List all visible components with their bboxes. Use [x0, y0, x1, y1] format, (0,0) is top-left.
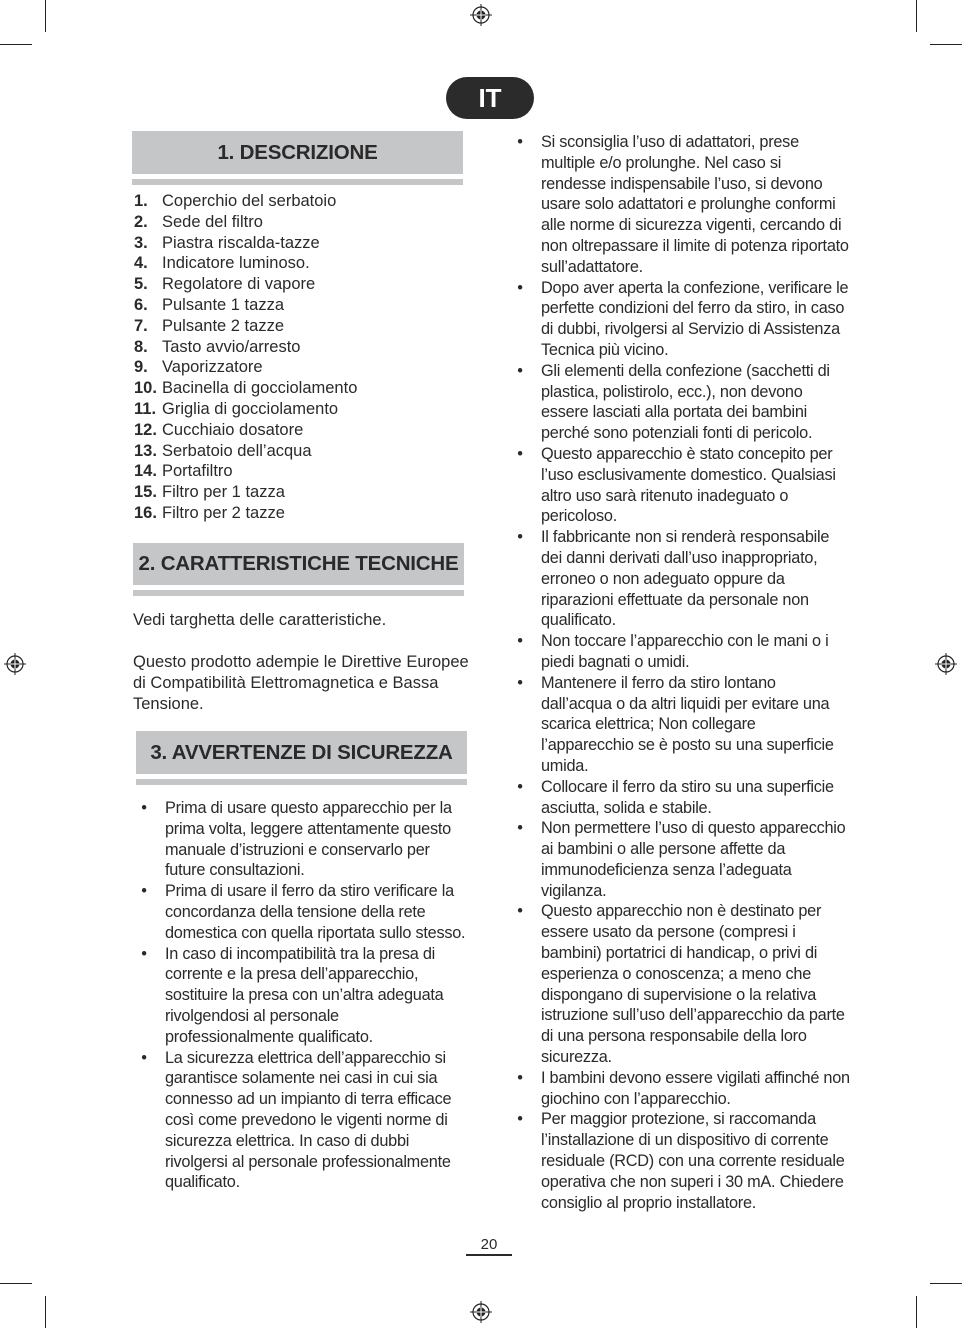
bullet-text: I bambini devono essere vigilati affinché non giochino con l’apparecchio. [541, 1068, 850, 1108]
item-label: Cucchiaio dosatore [162, 420, 304, 439]
bullet-icon: • [517, 1068, 523, 1087]
item-number: 1. [134, 192, 148, 210]
bullet-item [137, 1048, 470, 1194]
safety-list-left [137, 798, 470, 1193]
bullet-icon: • [517, 902, 523, 921]
registration-mark-icon [470, 4, 492, 26]
bullet-item [513, 132, 850, 278]
bullet-text: Collocare il ferro da stiro su una superficie asciutta, solida e stabile. [541, 777, 834, 817]
safety-list-right [513, 132, 850, 1213]
specs-paragraph: Vedi targhetta delle caratteristiche. [133, 611, 387, 629]
bullet-icon: • [141, 1048, 147, 1067]
bullet-text: In caso di incompatibilità tra la presa di corrente e la presa dell’apparecchio, sostituire la presa con un’altra adeguata rivolgendosi al personale professionalmente qualificato. [165, 944, 444, 1046]
bullet-icon: • [517, 819, 523, 838]
item-label: Sede del filtro [162, 212, 263, 231]
bullet-text: Prima di usare questo apparecchio per la prima volta, leggere attentamente questo manuale d’istruzioni e conservarlo per future consultazioni. [165, 799, 452, 880]
list-item [134, 503, 357, 524]
compliance-paragraph: Questo prodotto adempie le Direttive Europee di Compatibilità Elettromagnetica e Bassa Tensione. [133, 653, 469, 713]
bullet-item [513, 278, 850, 361]
bullet-item [137, 881, 470, 943]
item-number: 7. [134, 316, 148, 335]
bullet-item [513, 1109, 850, 1213]
list-item [134, 212, 357, 233]
item-number: 5. [134, 275, 148, 294]
item-label: Bacinella di gocciolamento [162, 379, 358, 398]
crop-mark [916, 0, 917, 32]
bullet-text: Non toccare l’apparecchio con le mani o i piedi bagnati o umidi. [541, 632, 829, 671]
crop-mark [45, 0, 46, 32]
bullet-text: Non permettere l’uso di questo apparecchio ai bambini o alle persone affette da immunodeficienza senza l’adeguata vigilanza. [541, 819, 846, 900]
item-label: Serbatoio dell’acqua [162, 441, 312, 460]
bullet-icon: • [517, 777, 523, 796]
bullet-text: Il fabbricante non si renderà responsabile dei danni derivati dall’uso inappropriato, erroneo o non adeguato oppure da riparazioni effettuate da personale non qualificato. [541, 528, 830, 630]
item-label: Filtro per 1 tazza [162, 483, 285, 502]
item-label: Regolatore di vapore [162, 275, 316, 294]
bullet-item [513, 361, 850, 444]
registration-mark-icon [4, 653, 26, 675]
page-number: 20 [480, 1236, 498, 1253]
registration-mark-icon [935, 653, 957, 675]
list-item [134, 295, 357, 316]
bullet-icon: • [517, 632, 523, 651]
item-label: Piastra riscalda-tazze [162, 233, 320, 252]
bullet-icon: • [517, 673, 523, 692]
bullet-item [513, 818, 850, 901]
bullet-item [137, 944, 470, 1048]
section-title-safety: 3. AVVERTENZE DI SICUREZZA [136, 731, 467, 774]
crop-mark [45, 1296, 46, 1328]
bullet-text: Mantenere il ferro da stiro lontano dall’acqua o da altri liquidi per evitare una scarica elettrica; Non collegare l’apparecchio se è posto su una superficie umida. [541, 673, 834, 775]
item-number: 12. [134, 420, 157, 439]
item-number: 10. [134, 379, 157, 398]
bullet-item [513, 527, 850, 631]
item-number: 4. [134, 254, 148, 273]
item-number: 8. [134, 337, 148, 356]
bullet-item [513, 444, 850, 527]
item-label: Pulsante 2 tazze [162, 316, 284, 335]
bullet-item [513, 631, 850, 673]
bullet-item [137, 798, 470, 881]
item-number: 2. [134, 212, 148, 231]
list-item [134, 191, 357, 212]
bullet-item [513, 901, 850, 1067]
bullet-text: Gli elementi della confezione (sacchetti di plastica, polistirolo, ecc.), non devono essere lasciati alla portata dei bambini perché sono potenziali fonti di pericolo. [541, 361, 830, 443]
item-label: Griglia di gocciolamento [162, 399, 339, 418]
bullet-icon: • [517, 444, 523, 463]
crop-mark [930, 1283, 962, 1284]
bullet-icon: • [141, 944, 147, 963]
item-label: Portafiltro [162, 462, 233, 481]
crop-mark [916, 1296, 917, 1328]
bullet-icon: • [517, 133, 523, 151]
section-divider [136, 779, 467, 785]
bullet-text: Questo apparecchio non è destinato per essere usato da persone (compresi i bambini) portatrici di handicap, o privi di esperienza o conoscenza; a meno che dispongano di supervisione o la relativa istruzione sull’uso dell’apparecchio da parte di una persona responsabile della loro sicurezza. [541, 902, 845, 1067]
page-number-underline [466, 1254, 512, 1256]
bullet-text: Si sconsiglia l’uso di adattatori, prese multiple e/o prolunghe. Nel caso si rendesse indispensabile l’uso, si devono usare solo adattatori e prolunghe conformi alle norme di sicurezza vigenti, cercando di non oltrepassare il limite di potenza riportato sull’adattatore. [541, 133, 849, 276]
list-item [134, 461, 357, 482]
item-number: 9. [134, 358, 148, 377]
list-item [134, 274, 357, 295]
item-number: 14. [134, 462, 157, 481]
list-item [134, 482, 357, 503]
item-label: Pulsante 1 tazza [162, 295, 284, 314]
language-badge: IT [446, 77, 534, 119]
bullet-icon: • [517, 1110, 523, 1129]
bullet-text: Prima di usare il ferro da stiro verificare la concordanza della tensione della rete domestica con quella riportata sullo stesso. [165, 882, 466, 942]
bullet-icon: • [517, 528, 523, 547]
item-number: 6. [134, 295, 148, 314]
item-label: Tasto avvio/arresto [162, 337, 301, 356]
bullet-item [513, 1068, 850, 1110]
bullet-item [513, 777, 850, 819]
item-number: 3. [134, 233, 148, 252]
list-item [134, 441, 357, 462]
crop-mark [0, 44, 32, 45]
section-title-description: 1. DESCRIZIONE [132, 131, 463, 174]
section-divider [133, 590, 464, 596]
bullet-icon: • [141, 882, 147, 901]
item-label: Filtro per 2 tazze [162, 503, 285, 522]
item-number: 11. [134, 399, 157, 418]
list-item [134, 399, 357, 420]
crop-mark [930, 44, 962, 45]
item-label: Vaporizzatore [162, 358, 263, 377]
description-list [134, 191, 357, 524]
item-number: 16. [134, 503, 157, 522]
list-item [134, 378, 357, 399]
list-item [134, 316, 357, 337]
item-label: Indicatore luminoso. [162, 254, 310, 273]
item-label: Coperchio del serbatoio [162, 192, 337, 210]
list-item [134, 420, 357, 441]
section-title-specs: 2. CARATTERISTICHE TECNICHE [133, 543, 464, 585]
list-item [134, 337, 357, 358]
list-item [134, 357, 357, 378]
bullet-text: Dopo aver aperta la confezione, verificare le perfette condizioni del ferro da stiro, in caso di dubbi, rivolgersi al Servizio di Assistenza Tecnica più vicino. [541, 278, 849, 359]
crop-mark [0, 1283, 32, 1284]
list-item [134, 253, 357, 274]
item-number: 13. [134, 441, 157, 460]
bullet-text: Per maggior protezione, si raccomanda l’installazione di un dispositivo di corrente residuale (RCD) con una corrente residuale operativa che non superi i 30 mA. Chiedere consiglio al proprio installatore. [541, 1110, 845, 1212]
item-number: 15. [134, 483, 157, 502]
bullet-icon: • [141, 799, 147, 817]
bullet-icon: • [517, 361, 523, 380]
bullet-text: La sicurezza elettrica dell’apparecchio si garantisce solamente nei casi in cui sia connesso ad un impianto di terra efficace così come prevedono le vigenti norme di sicurezza elettrica. In caso di dubbi rivolgersi al personale professionalmente qualificato. [165, 1048, 452, 1192]
bullet-text: Questo apparecchio è stato concepito per l’uso esclusivamente domestico. Qualsiasi altro uso sarà ritenuto inadeguato o pericoloso. [541, 444, 836, 526]
list-item [134, 233, 357, 254]
bullet-item [513, 673, 850, 777]
registration-mark-icon [470, 1301, 492, 1323]
section-divider [132, 179, 463, 185]
bullet-icon: • [517, 278, 523, 297]
